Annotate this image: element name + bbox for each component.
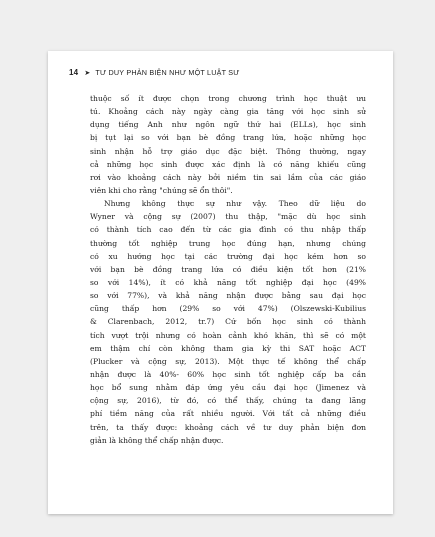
text-line: cũng thấp hơn (29% so với 47%) (Olszewski-Kubilius: [90, 304, 366, 314]
text-line: trên, ta thấy được: khoảng cách về tư duy phản biện đơn: [90, 422, 366, 432]
text-line: cả những học sinh được xác định là có năng khiếu cũng: [90, 159, 366, 169]
text-line: so với 77%), và khả năng nhận được bằng sau đại học: [90, 291, 366, 301]
running-header: [69, 68, 240, 77]
text-line: cộng sự, 2016), từ đó, có thể thấy, chúng ta đang lãng: [90, 396, 366, 406]
arrow-icon: ➤: [84, 70, 91, 77]
text-line: có xu hướng học tại các trường đại học kém hơn so: [90, 251, 366, 261]
body-text: [90, 92, 366, 447]
text-line: tích vượt trội nhưng có hoàn cảnh khó khăn, thì sẽ có một: [90, 330, 366, 340]
text-line: (Plucker và cộng sự, 2013). Một thực tế không thể chấp: [90, 356, 366, 366]
text-line: dụng tiếng Anh như ngôn ngữ thứ hai (ELLs), học sinh: [90, 120, 366, 130]
text-line: bị tụt lại so với bạn bè đồng trang lứa, hoặc những học: [90, 133, 366, 143]
text-line: so với 14%), ít có khả năng tốt nghiệp đại học (49%: [90, 277, 366, 287]
text-line: em thậm chí còn không tham gia kỳ thi SAT hoặc ACT: [90, 343, 366, 353]
text-line: học bổ sung nhằm đáp ứng yêu cầu đại học (Jimenez và: [90, 383, 366, 393]
text-line: phí tiềm năng của rất nhiều người. Với tất cả những điều: [90, 409, 366, 419]
text-line: thuộc số ít được chọn trong chương trình học thuật ưu: [90, 94, 366, 103]
text-line: viên khi cho rằng "chúng sẽ ổn thôi".: [90, 185, 233, 195]
text-line: Nhưng không thực sự như vậy. Theo dữ liệu do: [104, 199, 366, 209]
text-line: & Clarenbach, 2012, tr.7) Cứ bốn học sinh có thành: [90, 317, 366, 327]
text-line: giản là không thể chấp nhận được.: [90, 435, 224, 445]
page-number: 14: [69, 68, 79, 77]
text-line: thường tốt nghiệp trung học đúng hạn, nhưng chúng: [90, 238, 366, 248]
book-page: [48, 51, 393, 514]
text-line: sinh nhận hỗ trợ giáo dục đặc biệt. Thông thường, ngay: [90, 146, 366, 156]
book-title: TƯ DUY PHẢN BIỆN NHƯ MỘT LUẬT SƯ: [95, 68, 240, 77]
text-line: Wyner và cộng sự (2007) thu thập, "mặc dù học sinh: [90, 212, 366, 222]
text-line: tú. Khoảng cách này ngày càng gia tăng với học sinh sử: [90, 107, 366, 117]
text-line: có thành tích cao đến từ các gia đình có thu nhập thấp: [90, 225, 366, 235]
text-line: rơi vào khoảng cách này bởi niềm tin sai lầm của các giáo: [90, 172, 366, 182]
text-line: với bạn bè đồng trang lứa có điều kiện tốt hơn (21%: [90, 264, 366, 274]
text-line: nhận được là 40%- 60% học sinh tốt nghiệp cấp ba cần: [90, 369, 366, 379]
